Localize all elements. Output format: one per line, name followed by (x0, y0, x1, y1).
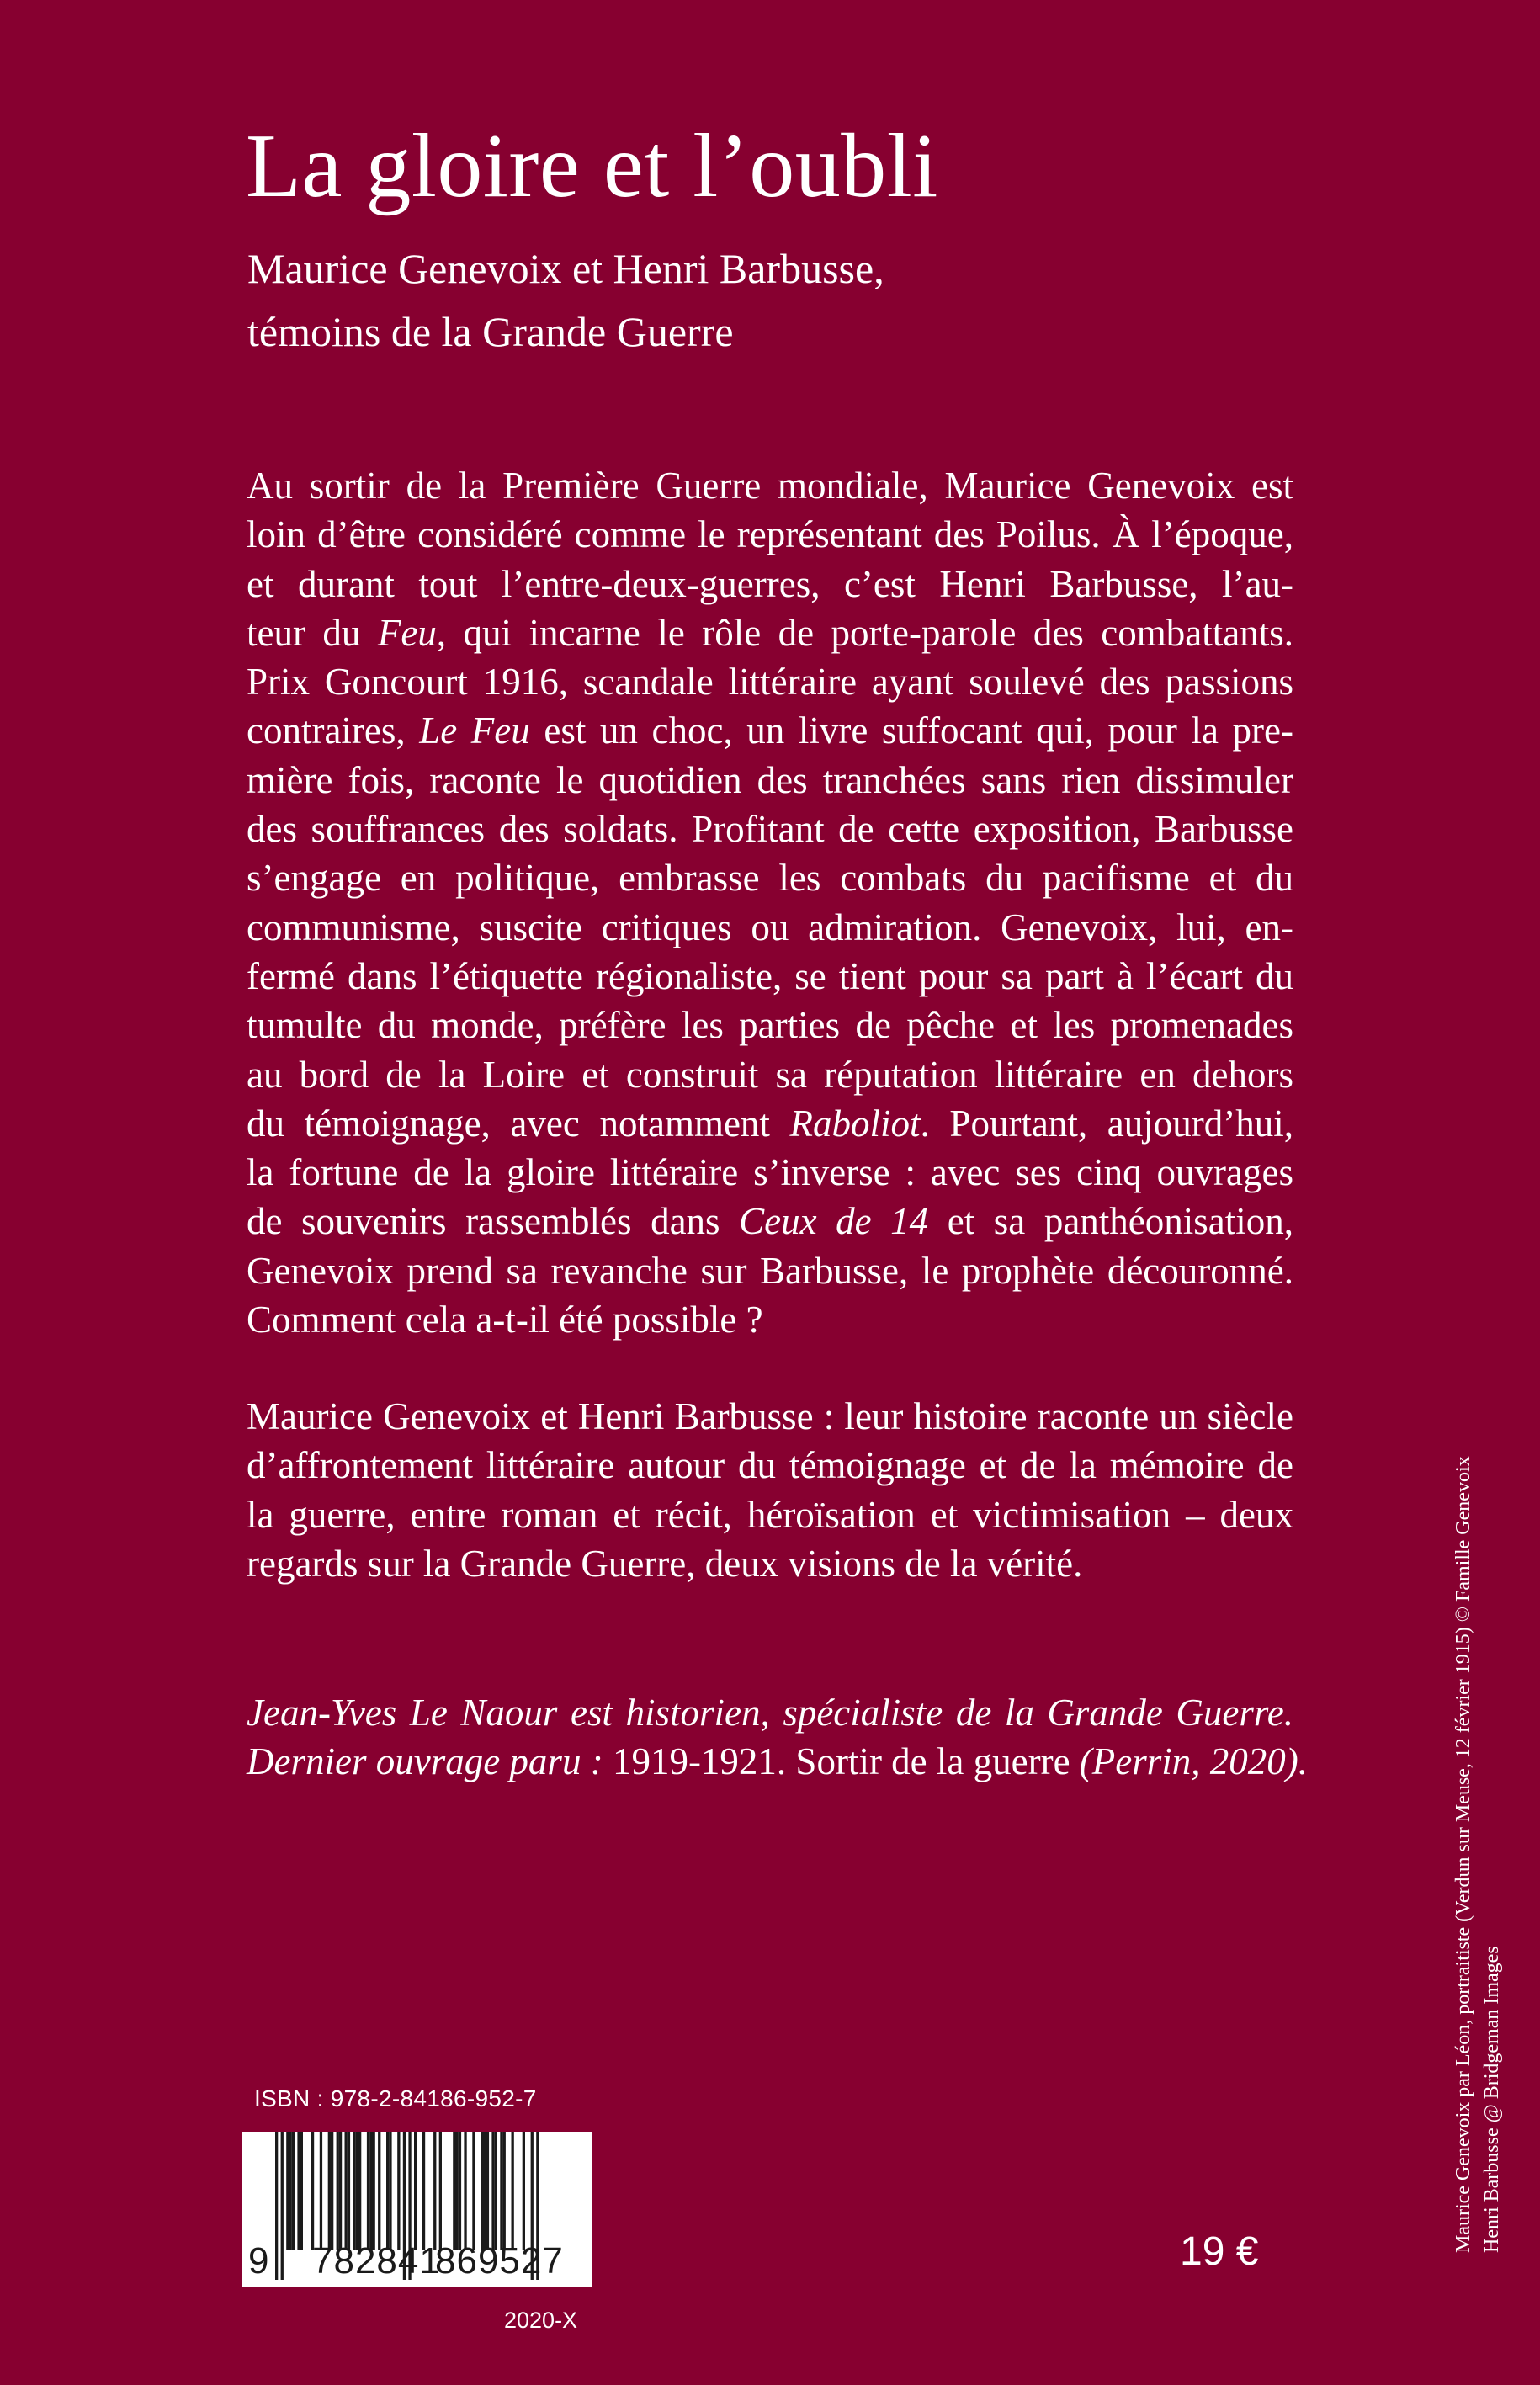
text-line: Comment cela a-t-il été possible ? (247, 1299, 763, 1341)
subtitle-line-1: Maurice Genevoix et Henri Barbusse, (247, 245, 884, 292)
blurb-paragraph-1 (247, 461, 1293, 1344)
text-line: tumulte du monde, préfère les parties de pêche et les promenades (247, 1004, 1293, 1047)
text-line: Au sortir de la Première Guerre mondiale, Maurice Genevoix est (247, 465, 1293, 507)
text-line: Genevoix prend sa revanche sur Barbusse, le prophète découronné. (247, 1249, 1293, 1292)
price: 19 € (1180, 2229, 1259, 2274)
text-line: au bord de la Loire et construit sa réputation littéraire en dehors (247, 1053, 1293, 1096)
barcode-digits (242, 2241, 592, 2281)
text-line: des souffrances des soldats. Profitant de cette exposition, Barbusse (247, 808, 1293, 851)
credit-line-1: Maurice Genevoix par Léon, portraitiste (Verdun sur Meuse, 12 février 1915) © Famille Genevoix (1452, 1456, 1474, 2253)
italic-title: Le Feu (419, 709, 530, 752)
text-line: d’affrontement littéraire autour du témoignage et de la mémoire de (247, 1444, 1293, 1487)
text-line: Dernier ouvrage paru : 1919-1921. Sortir de la guerre (Perrin, 2020). (247, 1740, 1309, 1783)
book-title: La gloire et l’oubli (246, 116, 938, 216)
barcode-digits-right: 869527 (435, 2240, 564, 2281)
book-subtitle (247, 237, 884, 364)
blurb-paragraph-2 (247, 1392, 1293, 1588)
italic-title: Dernier ouvrage paru : (247, 1740, 603, 1783)
italic-title: Ceux de 14 (739, 1200, 929, 1243)
isbn-label: ISBN : 978-2-84186-952-7 (254, 2085, 537, 2111)
image-credits (1449, 1310, 1506, 2253)
subtitle-line-2: témoins de la Grande Guerre (247, 308, 734, 355)
italic-title: Jean-Yves Le Naour est historien, spécialiste de la Grande Guerre. (247, 1692, 1293, 1734)
text-line: mière fois, raconte le quotidien des tranchées sans rien dissimuler (247, 758, 1293, 801)
italic-title: Feu (377, 611, 437, 654)
credit-line-2: Henri Barbusse @ Bridgeman Images (1481, 1946, 1503, 2253)
text-line: du témoignage, avec notamment Raboliot. Pourtant, aujourd’hui, (247, 1102, 1293, 1145)
text-line: communisme, suscite critiques ou admiration. Genevoix, lui, en- (247, 906, 1293, 948)
text-line: regards sur la Grande Guerre, deux visions de la vérité. (247, 1542, 1083, 1585)
ean13-barcode (242, 2132, 592, 2287)
text-line (247, 1688, 1293, 1737)
text-line: s’engage en politique, embrasse les combats du pacifisme et du (247, 857, 1293, 900)
text-line: et durant tout l’entre-deux-guerres, c’est Henri Barbusse, l’au- (247, 562, 1293, 605)
text-line: loin d’être considéré comme le représentant des Poilus. À l’époque, (247, 513, 1293, 556)
italic-title: (Perrin, 2020). (1079, 1740, 1309, 1783)
text-line: la guerre, entre roman et récit, héroïsation et victimisation – deux (247, 1493, 1293, 1536)
text-line: fermé dans l’étiquette régionaliste, se tient pour sa part à l’écart du (247, 954, 1293, 997)
text-line: Prix Goncourt 1916, scandale littéraire ayant soulevé des passions (247, 661, 1293, 704)
text-line: Maurice Genevoix et Henri Barbusse : leur histoire raconte un siècle (247, 1395, 1293, 1437)
edition-code: 2020-X (504, 2308, 578, 2333)
text-line: teur du Feu, qui incarne le rôle de porte-parole des combattants. (247, 611, 1293, 654)
text-line: la fortune de la gloire littéraire s’inverse : avec ses cinq ouvrages (247, 1151, 1293, 1194)
text-line: contraires, Le Feu est un choc, un livre suffocant qui, pour la pre- (247, 709, 1293, 752)
text-line: de souvenirs rassemblés dans Ceux de 14 et sa panthéonisation, (247, 1200, 1294, 1243)
author-bio (247, 1688, 1309, 1787)
barcode-digit-first: 9 (248, 2240, 269, 2281)
barcode-digits-left: 782841 (312, 2240, 441, 2281)
italic-title: Raboliot (789, 1102, 921, 1145)
